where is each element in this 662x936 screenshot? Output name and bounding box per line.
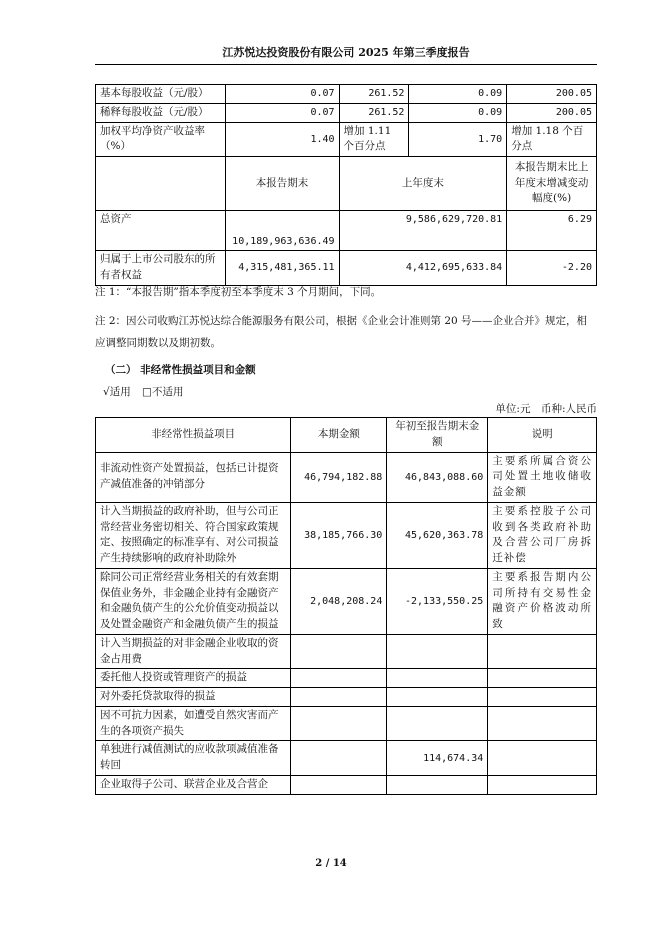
item-cell: 除同公司正常经营业务相关的有效套期保值业务外，非金融企业持有金融资产和金融负债产生的公允价值变动损益以及处置金融资产和金融负债产生的损益 [96,568,291,634]
row-label: 归属于上市公司股东的所有者权益 [96,251,226,286]
table-row [96,634,597,669]
note-cell [488,669,597,688]
cell-value: 261.52 [339,85,409,104]
check-mark-icon: √ [103,386,110,398]
unit-label: 单位:元 币种:人民币 [495,403,597,415]
current-amount-cell: 2,048,208.24 [291,568,387,634]
cell-value: 4,412,695,633.84 [339,251,507,286]
note-cell [488,634,597,669]
non-recurring-items-table [95,417,597,795]
table-header-row [96,418,597,453]
ytd-amount-cell [387,634,488,669]
financial-indicators-table [95,84,597,286]
item-cell: 对外委托贷款取得的损益 [96,688,291,707]
cell-value: 10,189,963,636.49 [225,211,339,251]
table-row [96,568,597,634]
ytd-amount-cell: 114,674.34 [387,741,488,776]
current-amount-cell [291,741,387,776]
table-row [96,669,597,688]
ytd-amount-cell: 45,620,363.78 [387,502,488,568]
current-amount-cell: 38,185,766.30 [291,502,387,568]
table-row [96,688,597,707]
column-header: 年初至报告期末金额 [387,418,488,453]
cell-value: 6.29 [507,211,597,251]
note-cell [488,706,597,741]
ytd-amount-cell: -2,133,550.25 [387,568,488,634]
not-applicable-label: 不适用 [151,386,184,398]
table-row [96,706,597,741]
cell-value: 0.07 [225,103,339,122]
cell-value: 增加 1.11 个百分点 [339,122,409,157]
cell-value: 1.40 [225,122,339,157]
table-row [96,741,597,776]
column-header: 说明 [488,418,597,453]
item-cell: 因不可抗力因素，如遭受自然灾害而产生的各项资产损失 [96,706,291,741]
cell-value: 增加 1.18 个百分点 [507,122,597,157]
item-cell: 计入当期损益的对非金融企业收取的资金占用费 [96,634,291,669]
table-subheader-row [96,157,597,211]
table-row [96,85,597,104]
row-label: 加权平均净资产收益率（%） [96,122,226,157]
ytd-amount-cell [387,775,488,794]
cell-value: -2.20 [507,251,597,286]
note-cell: 主要系报告期内公司所持有交易性金融资产价格波动所致 [488,568,597,634]
cell-value: 261.52 [339,103,409,122]
table-row [96,122,597,157]
page-header: 江苏悦达投资股份有限公司 2025 年第三季度报告 [95,44,597,65]
cell-value: 0.09 [409,103,507,122]
item-cell: 委托他人投资或管理资产的损益 [96,669,291,688]
table-row [96,452,597,502]
item-cell: 企业取得子公司、联营企业及合营企 [96,775,291,794]
checkbox-empty-icon: □ [142,386,152,398]
table-row [96,211,597,251]
table-row [96,775,597,794]
row-label: 总资产 [96,211,226,251]
note-cell [488,775,597,794]
note-1: 注 1：“本报告期”指本季度初至本季度末 3 个月期间，下同。 [95,286,382,298]
item-cell: 计入当期损益的政府补助，但与公司正常经营业务密切相关、符合国家政策规定、按照确定的标准享有、对公司损益产生持续影响的政府补助除外 [96,502,291,568]
cell-value: 9,586,629,720.81 [339,211,507,251]
current-amount-cell [291,775,387,794]
table-row [96,103,597,122]
column-header: 上年度末 [339,157,507,211]
page-number: 2 / 14 [315,858,347,869]
ytd-amount-cell [387,706,488,741]
item-cell: 单独进行减值测试的应收款项减值准备转回 [96,741,291,776]
table-row [96,502,597,568]
column-header: 本报告期末比上年度末增减变动幅度(%) [507,157,597,211]
table-row [96,251,597,286]
note-cell: 主要系控股子公司收到各类政府补助及合营公司厂房拆迁补偿 [488,502,597,568]
current-amount-cell [291,706,387,741]
current-amount-cell [291,634,387,669]
note-cell [488,741,597,776]
row-label: 基本每股收益（元/股） [96,85,226,104]
note-cell [488,688,597,707]
current-amount-cell [291,688,387,707]
cell-value: 0.07 [225,85,339,104]
column-header: 本期金额 [291,418,387,453]
row-label: 稀释每股收益（元/股） [96,103,226,122]
cell-value: 1.70 [409,122,507,157]
empty-cell [96,157,226,211]
ytd-amount-cell [387,669,488,688]
item-cell: 非流动性资产处置损益，包括已计提资产减值准备的冲销部分 [96,452,291,502]
current-amount-cell: 46,794,182.88 [291,452,387,502]
applicable-label: 适用 [109,386,131,398]
column-header: 非经常性损益项目 [96,418,291,453]
applicability-line [103,384,605,401]
column-header: 本报告期末 [225,157,339,211]
note-2: 注 2：因公司收购江苏悦达综合能源服务有限公司，根据《企业会计准则第 20 号——企业合并》规定，相应调整同期数以及期初数。 [95,315,588,350]
cell-value: 0.09 [409,85,507,104]
current-amount-cell [291,669,387,688]
cell-value: 200.05 [507,85,597,104]
note-cell: 主要系所属合资公司处置土地收储收益金额 [488,452,597,502]
ytd-amount-cell [387,688,488,707]
ytd-amount-cell: 46,843,088.60 [387,452,488,502]
cell-value: 4,315,481,365.11 [225,251,339,286]
cell-value: 200.05 [507,103,597,122]
section-title: （二） 非经常性损益项目和金额 [105,364,256,376]
